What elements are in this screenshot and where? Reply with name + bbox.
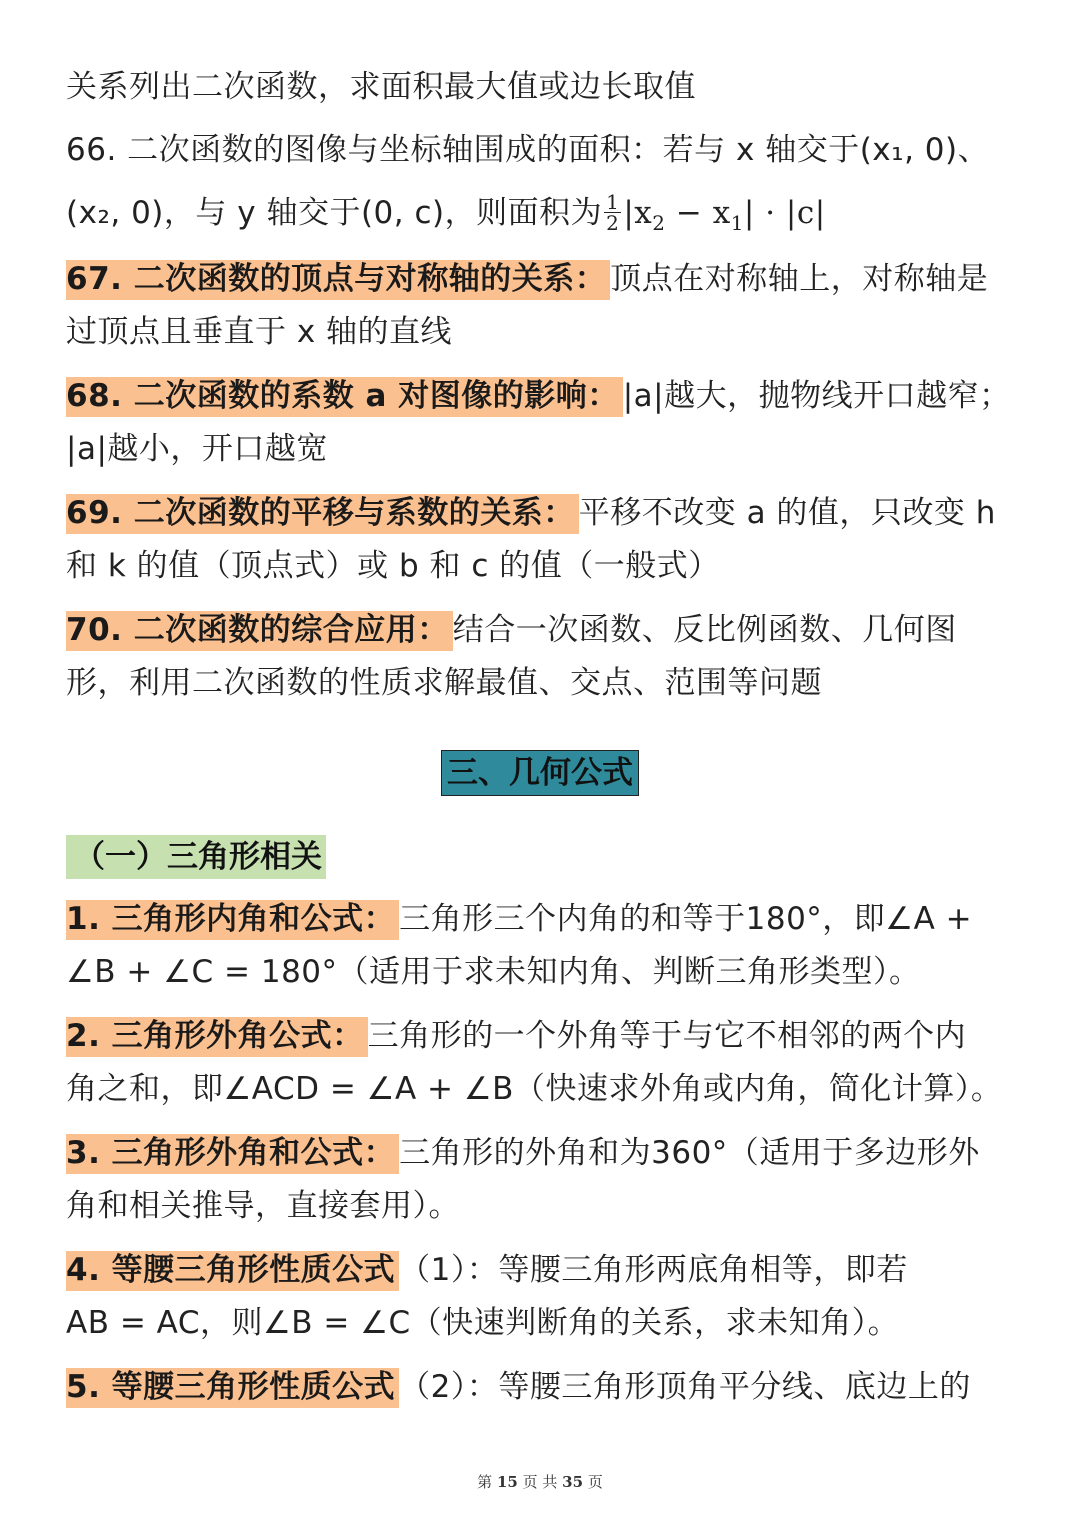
footer-middle: 页 共 — [522, 1473, 558, 1491]
formula-3-line — [66, 1132, 980, 1174]
footer-prefix: 第 — [477, 1473, 493, 1491]
formula-5-title: 5. 等腰三角形性质公式 — [66, 1368, 399, 1408]
page-footer — [0, 1471, 1080, 1492]
formula-2-text: 三角形的一个外角等于与它不相邻的两个内 — [367, 1018, 967, 1054]
item-68-text: |a|越大，抛物线开口越窄； — [622, 378, 1011, 414]
item-70-cont: 形，利用二次函数的性质求解最值、交点、范围等问题 — [66, 665, 822, 701]
item-69-title: 69. 二次函数的平移与系数的关系： — [66, 494, 579, 534]
item-67-title: 67. 二次函数的顶点与对称轴的关系： — [66, 260, 610, 300]
formula-3-title: 3. 三角形外角和公式： — [66, 1134, 399, 1174]
item-67-line — [66, 258, 988, 300]
formula-3-cont: 角和相关推导，直接套用）。 — [66, 1188, 460, 1224]
item-69-cont: 和 k 的值（顶点式）或 b 和 c 的值（一般式） — [66, 548, 720, 584]
item-68-cont: |a|越小，开口越宽 — [66, 431, 328, 467]
section-title: 三、几何公式 — [441, 750, 639, 796]
item-66-line: 66. 二次函数的图像与坐标轴围成的面积：若与 x 轴交于(x₁, 0)、 — [66, 132, 990, 168]
item-69-line — [66, 492, 996, 534]
formula-4-title: 4. 等腰三角形性质公式 — [66, 1251, 399, 1291]
formula-1-text: 三角形三个内角的和等于180°，即∠A + — [399, 901, 973, 937]
subsection-title: （一）三角形相关 — [66, 835, 326, 879]
formula-5-line — [66, 1366, 971, 1408]
fraction-one-half — [604, 192, 621, 233]
item-67-cont: 过顶点且垂直于 x 轴的直线 — [66, 314, 453, 350]
formula-2-cont: 角之和，即∠ACD = ∠A + ∠B（快速求外角或内角，简化计算）。 — [66, 1071, 1003, 1107]
fraction-denominator: 2 — [606, 211, 620, 235]
formula-1-title: 1. 三角形内角和公式： — [66, 900, 399, 940]
formula-3-text: 三角形的外角和为360°（适用于多边形外 — [399, 1135, 980, 1171]
formula-4-cont: AB = AC，则∠B = ∠C（快速判断角的关系，求未知角）。 — [66, 1305, 900, 1341]
item-70-text: 结合一次函数、反比例函数、几何图 — [452, 612, 957, 648]
formula-part: |x — [623, 195, 653, 231]
fraction-numerator: 1 — [606, 190, 620, 214]
item-68-line — [66, 375, 1011, 417]
formula-2-line — [66, 1015, 966, 1057]
formula-4-text: （1）：等腰三角形两底角相等，即若 — [399, 1252, 908, 1288]
formula-1-cont: ∠B + ∠C = 180°（适用于求未知内角、判断三角形类型）。 — [66, 954, 921, 990]
formula-4-line — [66, 1249, 908, 1291]
formula-1-line — [66, 898, 972, 940]
footer-suffix: 页 — [587, 1473, 603, 1491]
item-70-title: 70. 二次函数的综合应用： — [66, 611, 453, 651]
text-line: 关系列出二次函数，求面积最大值或边长取值 — [66, 69, 696, 105]
formula-5-text: （2）：等腰三角形顶角平分线、底边上的 — [399, 1369, 971, 1405]
formula-subscript: 1 — [730, 211, 744, 235]
item-69-text: 平移不改变 a 的值，只改变 h — [578, 495, 996, 531]
formula-subscript: 2 — [652, 211, 666, 235]
formula-2-title: 2. 三角形外角公式： — [66, 1017, 368, 1057]
item-67-text: 顶点在对称轴上，对称轴是 — [610, 261, 989, 297]
item-66-formula-line — [66, 192, 826, 234]
formula-part: − x — [665, 195, 731, 231]
footer-page-number: 15 — [496, 1473, 518, 1491]
footer-total-pages: 35 — [562, 1473, 584, 1491]
formula-part: | · |c| — [743, 195, 826, 231]
item-66-text: (x₂, 0)，与 y 轴交于(0, c)，则面积为 — [66, 195, 603, 231]
item-68-title: 68. 二次函数的系数 a 对图像的影响： — [66, 377, 623, 417]
item-70-line — [66, 609, 957, 651]
